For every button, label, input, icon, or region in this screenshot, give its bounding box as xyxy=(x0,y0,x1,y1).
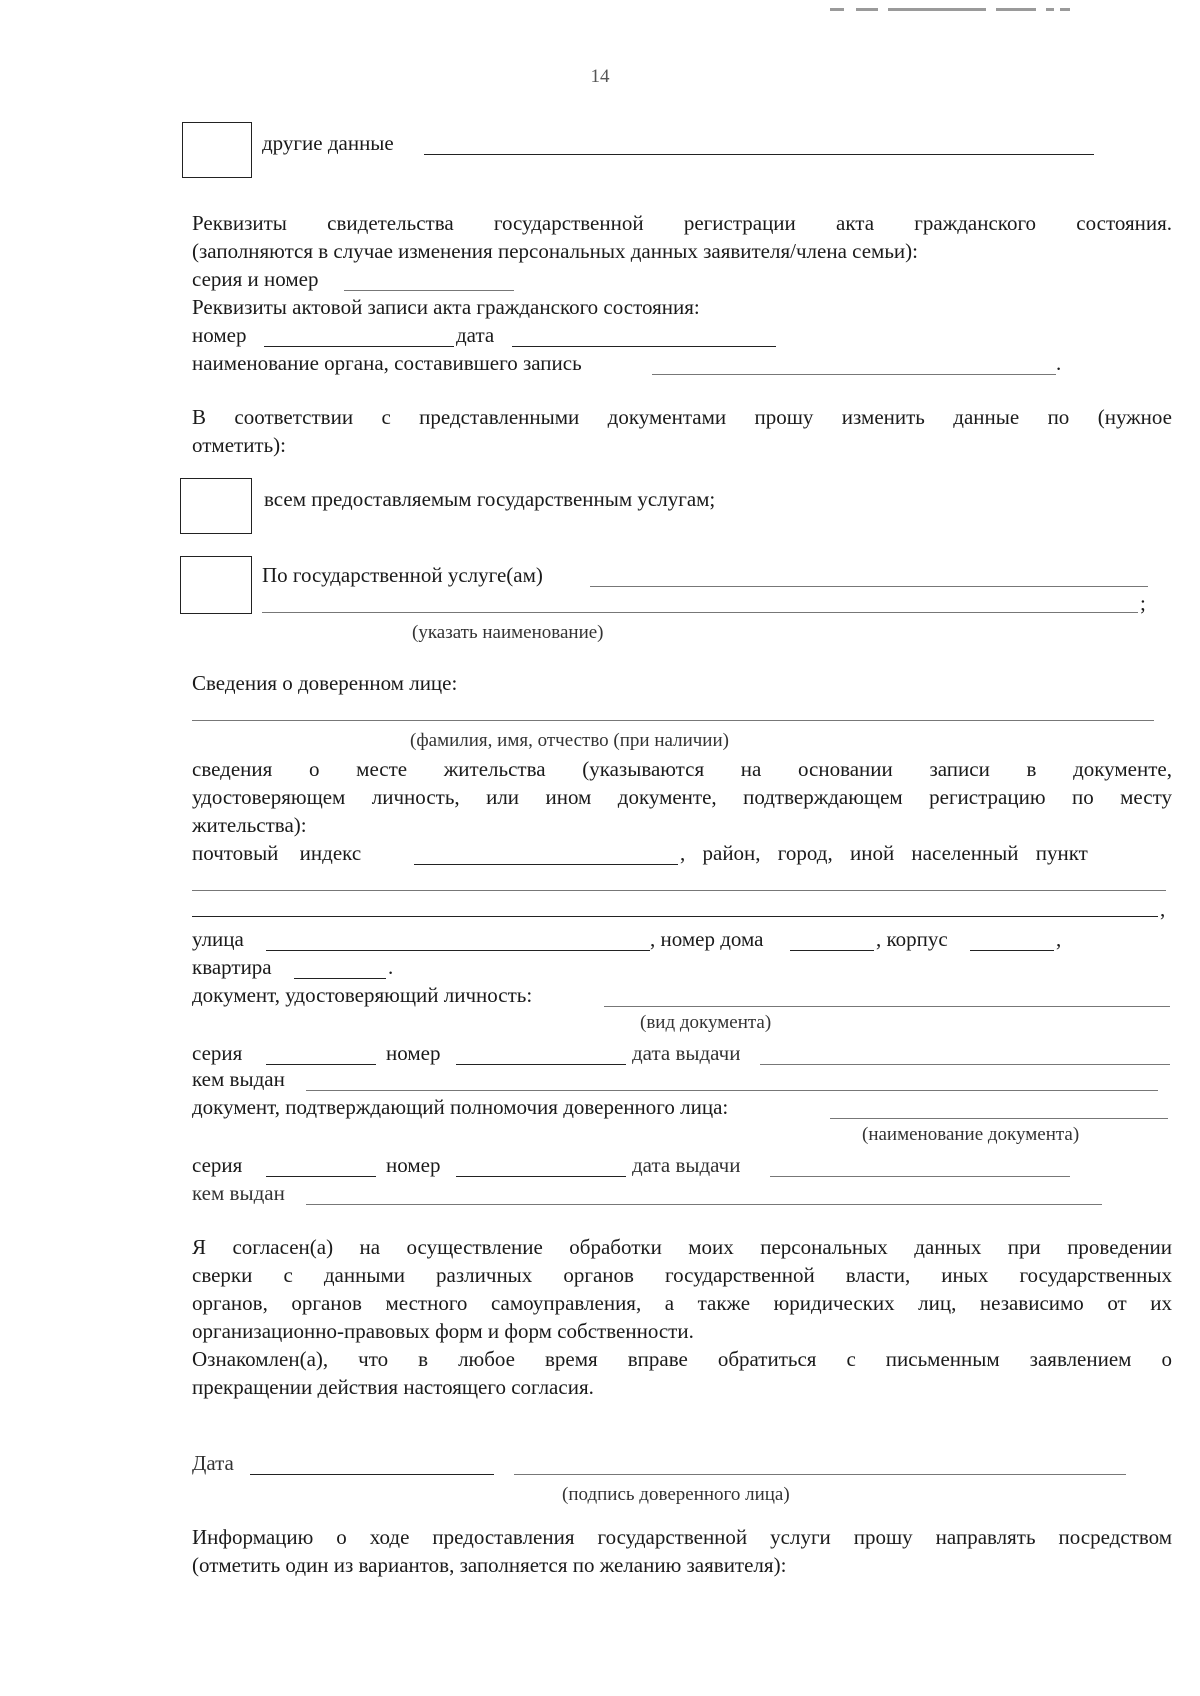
building-label: , корпус xyxy=(876,927,948,951)
residence-line-1: сведения о месте жительства (указываются на основании записи в документе, xyxy=(192,757,1172,781)
civil-cert-line-1: Реквизиты свидетельства государственной регистрации акта гражданского состояния. xyxy=(192,211,1172,235)
auth-number-field[interactable] xyxy=(456,1176,626,1177)
residence-line-2: удостоверяющем личность, или ином документе, подтверждающем регистрацию по месту xyxy=(192,785,1172,809)
signature-hint: (подпись доверенного лица) xyxy=(562,1484,790,1505)
other-data-label: другие данные xyxy=(262,131,394,155)
postal-index-field[interactable] xyxy=(414,864,678,865)
trustee-name-hint: (фамилия, имя, отчество (при наличии) xyxy=(410,730,729,751)
id-series-label: серия xyxy=(192,1041,243,1065)
record-number-label: номер xyxy=(192,323,247,347)
locality-field-1[interactable] xyxy=(192,890,1166,891)
consent-p1-line-3: органов, органов местного самоуправления, а также юридических лиц, независимо от их xyxy=(192,1291,1172,1315)
locality-end: , xyxy=(1160,897,1166,921)
cert-series-label: серия и номер xyxy=(192,267,319,291)
id-doc-label: документ, удостоверяющий личность: xyxy=(192,983,533,1007)
id-issue-date-label: дата выдачи xyxy=(632,1041,741,1065)
house-label: , номер дома xyxy=(650,927,764,951)
checkbox-specific-service[interactable] xyxy=(180,556,252,614)
authority-doc-label: документ, подтверждающий полномочия доверенного лица: xyxy=(192,1095,729,1119)
page-number: 14 xyxy=(590,66,610,87)
consent-p2-line-1: Ознакомлен(а), что в любое время вправе обратиться с письменным заявлением о xyxy=(192,1347,1172,1371)
consent-p1-line-1: Я согласен(а) на осуществление обработки моих персональных данных при проведении xyxy=(192,1235,1172,1259)
record-authority-label: наименование органа, составившего запись xyxy=(192,351,582,375)
id-doc-hint: (вид документа) xyxy=(640,1012,772,1033)
civil-cert-line-2: (заполняются в случае изменения персональных данных заявителя/члена семьи): xyxy=(192,239,918,263)
consent-p1-line-2: сверки с данными различных органов государственной власти, иных государственных xyxy=(192,1263,1172,1287)
signature-date-field[interactable] xyxy=(250,1474,494,1475)
id-doc-field[interactable] xyxy=(604,1006,1170,1007)
trustee-title: Сведения о доверенном лице: xyxy=(192,671,458,695)
record-number-field[interactable] xyxy=(264,346,454,347)
checkbox-all-services[interactable] xyxy=(180,478,252,534)
id-number-field[interactable] xyxy=(456,1064,626,1065)
id-number-label: номер xyxy=(386,1041,441,1065)
service-name-field-1[interactable] xyxy=(590,586,1148,587)
trustee-name-field[interactable] xyxy=(192,720,1154,721)
option-specific-service: По государственной услуге(ам) xyxy=(262,563,543,587)
auth-issue-date-label: дата выдачи xyxy=(632,1153,741,1177)
auth-series-field[interactable] xyxy=(266,1176,376,1177)
option-all-services: всем предоставляемым государственным услугам; xyxy=(264,487,716,511)
request-line-1: В соответствии с представленными документами прошу изменить данные по (нужное xyxy=(192,405,1172,429)
authority-doc-field[interactable] xyxy=(830,1118,1168,1119)
apartment-field[interactable] xyxy=(294,978,386,979)
consent-p1-line-4: организационно-правовых форм и форм собственности. xyxy=(192,1319,694,1343)
id-series-field[interactable] xyxy=(266,1064,376,1065)
auth-issue-date-field[interactable] xyxy=(770,1176,1070,1177)
auth-issued-by-field[interactable] xyxy=(306,1204,1102,1205)
street-field[interactable] xyxy=(266,950,650,951)
service-hint: (указать наименование) xyxy=(412,622,604,643)
building-field[interactable] xyxy=(970,950,1054,951)
residence-line-3: жительства): xyxy=(192,813,307,837)
info-line-1: Информацию о ходе предоставления государственной услуги прошу направлять посредством xyxy=(192,1525,1172,1549)
checkbox-other-data[interactable] xyxy=(182,122,252,178)
record-authority-end: . xyxy=(1056,351,1062,375)
postal-index-label: почтовый индекс xyxy=(192,841,362,865)
signature-field[interactable] xyxy=(514,1474,1126,1475)
apartment-end: . xyxy=(388,955,394,979)
house-field[interactable] xyxy=(790,950,874,951)
request-line-2: отметить): xyxy=(192,433,287,457)
locality-label: , район, город, иной населенный пункт xyxy=(680,841,1088,865)
street-label: улица xyxy=(192,927,244,951)
cert-series-field[interactable] xyxy=(344,290,514,291)
signature-date-label: Дата xyxy=(192,1451,234,1475)
record-authority-field[interactable] xyxy=(652,374,1056,375)
id-issued-by-field[interactable] xyxy=(306,1090,1158,1091)
auth-issued-by-label: кем выдан xyxy=(192,1181,285,1205)
record-date-label: дата xyxy=(456,323,495,347)
locality-field-2[interactable] xyxy=(192,916,1158,917)
building-end: , xyxy=(1056,927,1062,951)
info-line-2: (отметить один из вариантов, заполняется по желанию заявителя): xyxy=(192,1553,787,1577)
apartment-label: квартира xyxy=(192,955,272,979)
authority-doc-hint: (наименование документа) xyxy=(862,1124,1080,1145)
service-end: ; xyxy=(1140,591,1146,615)
id-issue-date-field[interactable] xyxy=(760,1064,1170,1065)
id-issued-by-label: кем выдан xyxy=(192,1067,285,1091)
auth-series-label: серия xyxy=(192,1153,243,1177)
record-date-field[interactable] xyxy=(512,346,776,347)
scan-artifact xyxy=(830,6,1070,12)
other-data-field[interactable] xyxy=(424,154,1094,155)
auth-number-label: номер xyxy=(386,1153,441,1177)
service-name-field-2[interactable] xyxy=(262,612,1138,613)
record-title: Реквизиты актовой записи акта гражданского состояния: xyxy=(192,295,700,319)
consent-p2-line-2: прекращении действия настоящего согласия. xyxy=(192,1375,594,1399)
